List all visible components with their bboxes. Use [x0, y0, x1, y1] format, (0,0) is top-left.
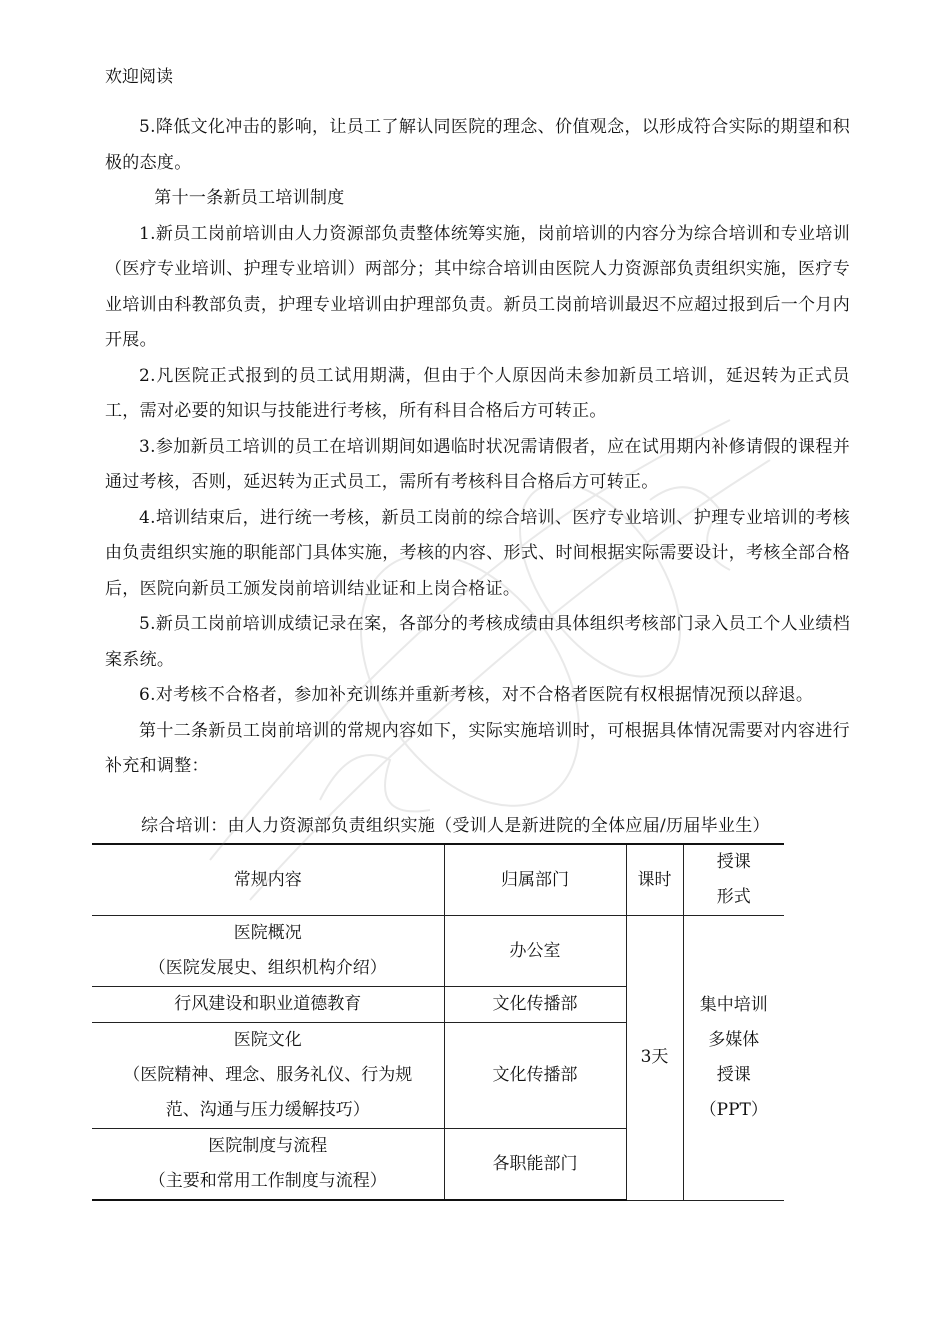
table-row: [92, 916, 784, 987]
paragraph: 6.对考核不合格者，参加补充训练并重新考核，对不合格者医院有权根据情况预以辞退。: [139, 685, 814, 705]
paragraph: 第十二条新员工岗前培训的常规内容如下，实际实施培训时，可根据具体情况需要对内容进行补充和调整：: [105, 720, 850, 776]
cell-text: （医院精神、理念、服务礼仪、行为规: [123, 1065, 413, 1085]
training-table: [92, 843, 784, 1201]
paragraph: 4.培训结束后，进行统一考核，新员工岗前的综合培训、医疗专业培训、护理专业培训的考核由负责组织实施的职能部门具体实施，考核的内容、形式、时间根据实际需要设计，考核全部合格后，医院向新员工颁发岗前培训结业证和上岗合格证。: [105, 507, 850, 599]
cell-text: （PPT）: [699, 1099, 768, 1120]
cell-text: 多媒体: [708, 1029, 760, 1050]
cell-text: 范、沟通与压力缓解技巧）: [165, 1100, 370, 1120]
cell-department: 办公室: [444, 916, 626, 987]
cell-hours: 3天: [626, 916, 683, 1201]
cell-text: （主要和常用工作制度与流程）: [148, 1171, 387, 1191]
cell-department: 各职能部门: [444, 1129, 626, 1201]
header-format: [683, 844, 784, 916]
paragraph: 5.新员工岗前培训成绩记录在案，各部分的考核成绩由具体组织考核部门录入员工个人业绩档案系统。: [105, 614, 850, 670]
cell-text: （医院发展史、组织机构介绍）: [148, 958, 387, 978]
cell-department: 文化传播部: [444, 987, 626, 1023]
header-content: 常规内容: [92, 844, 444, 916]
paragraph: 5.降低文化冲击的影响，让员工了解认同医院的理念、价值观念，以形成符合实际的期望和积极的态度。: [105, 117, 850, 173]
table-caption: 综合培训：由人力资源部负责组织实施（受训人是新进院的全体应届/历届毕业生）: [141, 816, 770, 836]
paragraph: 2.凡医院正式报到的员工试用期满，但由于个人原因尚未参加新员工培训，延迟转为正式员工，需对必要的知识与技能进行考核，所有科目合格后方可转正。: [105, 365, 850, 421]
paragraph: 3.参加新员工培训的员工在培训期间如遇临时状况需请假者，应在试用期内补修请假的课程并通过考核，否则，延迟转为正式员工，需所有考核科目合格后方可转正。: [105, 436, 850, 492]
cell-department: 文化传播部: [444, 1023, 626, 1129]
cell-content: 行风建设和职业道德教育: [92, 987, 444, 1023]
cell-format: [683, 916, 784, 1201]
header-hours: 课时: [626, 844, 683, 916]
paragraph: 1.新员工岗前培训由人力资源部负责整体统筹实施，岗前培训的内容分为综合培训和专业培训（医疗专业培训、护理专业培训）两部分；其中综合培训由医院人力资源部负责组织实施，医疗专业培训由科教部负责，护理专业培训由护理部负责。新员工岗前培训最迟不应超过报到后一个月内开展。: [105, 223, 850, 350]
table-header-row: [92, 844, 784, 916]
cell-text: 授课: [716, 1064, 751, 1085]
header-department: 归属部门: [444, 844, 626, 916]
cell-content: [92, 1129, 444, 1201]
cell-text: 医院制度与流程: [208, 1136, 328, 1156]
cell-text: 集中培训: [699, 994, 768, 1015]
cell-text: 医院文化: [233, 1030, 302, 1050]
cell-content: [92, 1023, 444, 1129]
section-heading: 第十一条新员工培训制度: [154, 188, 345, 208]
header-format-line: 形式: [716, 887, 751, 907]
document-body: [105, 110, 850, 785]
cell-content: [92, 916, 444, 987]
cell-text: 医院概况: [233, 923, 302, 943]
page-header: 欢迎阅读: [105, 67, 173, 87]
header-format-line: 授课: [716, 852, 751, 872]
